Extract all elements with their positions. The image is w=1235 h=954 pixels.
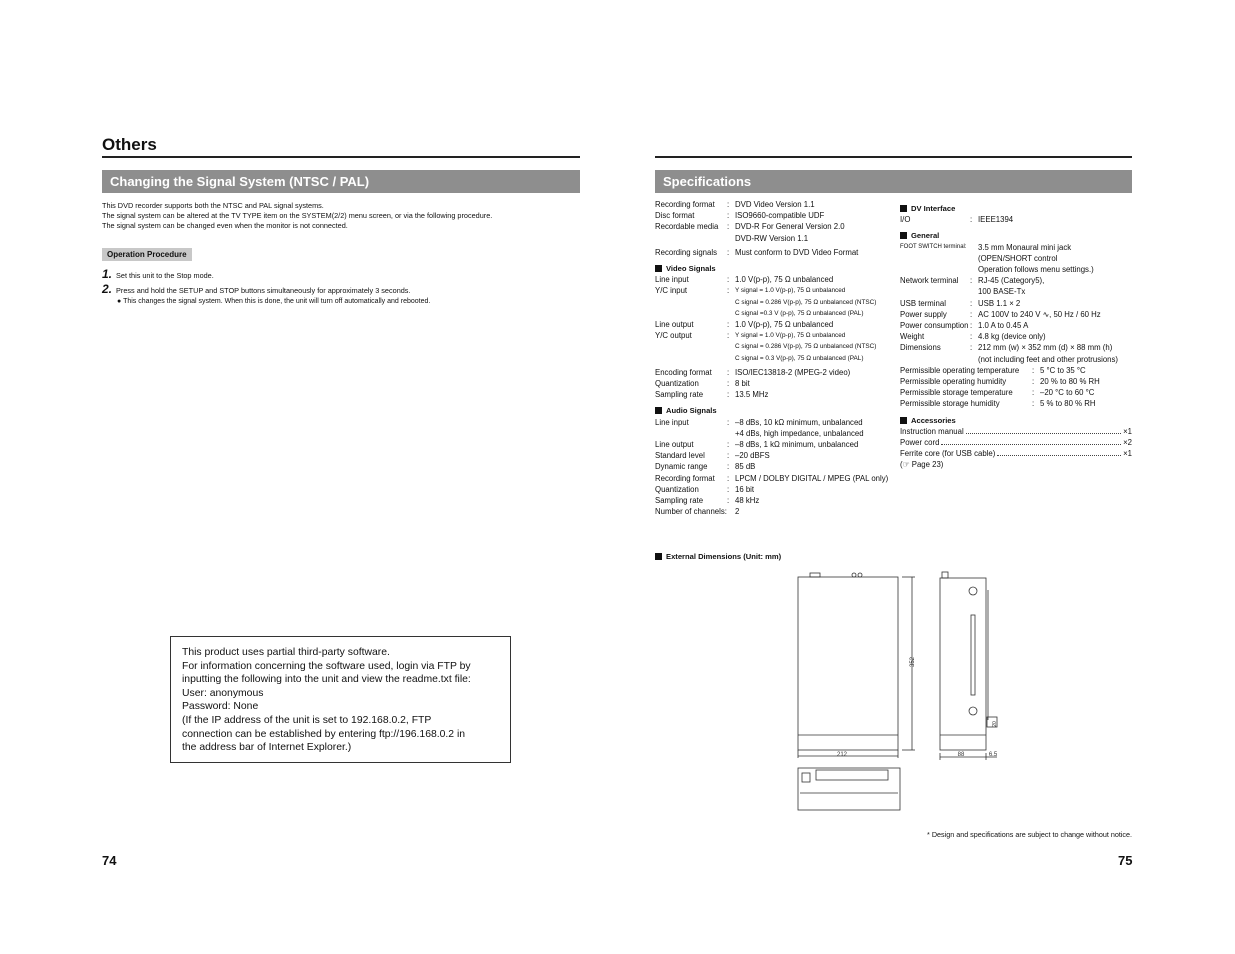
- spec-row: [655, 233, 890, 244]
- spec-group-heading: General: [900, 230, 1132, 241]
- spec-colon: :: [970, 298, 973, 308]
- spec-colon: :: [970, 276, 973, 286]
- spec-colon: [970, 264, 978, 275]
- spec-row: [900, 398, 1132, 409]
- spec-label: Quantization: [655, 484, 699, 494]
- spec-value: ISO9660-compatible UDF: [735, 211, 825, 221]
- bullet-icon: ●: [117, 298, 122, 305]
- spec-value: 2: [735, 507, 740, 517]
- intro-line: This DVD recorder supports both the NTSC and PAL signal systems.: [102, 201, 324, 210]
- third-party-notice: [170, 636, 511, 763]
- spec-row: [655, 221, 890, 232]
- step-text: Set this unit to the Stop mode.: [116, 271, 214, 280]
- section-header-specifications: Specifications: [655, 170, 1132, 193]
- leader-dots: [941, 437, 1121, 445]
- spec-colon: :: [727, 484, 730, 494]
- spec-group-heading: DV Interface: [900, 203, 1132, 214]
- spec-row: [900, 387, 1132, 398]
- spec-label: Dimensions: [900, 343, 941, 353]
- spec-label: Line output: [655, 440, 694, 450]
- intro-text: [102, 201, 572, 231]
- accessory-name: Ferrite core (for USB cable): [900, 449, 996, 459]
- spec-label: Sampling rate: [655, 496, 704, 506]
- spec-label: Line output: [655, 320, 694, 330]
- spec-row: [655, 417, 890, 428]
- footnote: * Design and specifications are subject to change without notice.: [927, 830, 1132, 839]
- step-2: [102, 282, 411, 296]
- accessory-row: [900, 437, 1132, 448]
- spec-value: AC 100V to 240 V ∿, 50 Hz / 60 Hz: [978, 309, 1101, 319]
- spec-row: [655, 367, 890, 378]
- spec-label: Encoding format: [655, 367, 712, 377]
- spec-row: [900, 242, 1132, 253]
- spec-colon: [727, 308, 735, 319]
- spec-value: Operation follows menu settings.): [978, 265, 1094, 275]
- step-number: 1.: [102, 267, 113, 281]
- spec-value: –20 °C to 60 °C: [1040, 388, 1095, 398]
- spec-label: [900, 253, 970, 264]
- spec-label: Power supply: [900, 309, 947, 319]
- front-view-outline: [798, 768, 900, 810]
- spec-value: –20 dBFS: [735, 451, 770, 461]
- notice-line: the address bar of Internet Explorer.): [182, 742, 352, 754]
- spec-colon: :: [970, 215, 973, 225]
- spec-row: [900, 286, 1132, 297]
- spec-row: [655, 450, 890, 461]
- spec-value: 13.5 MHz: [735, 390, 769, 400]
- spec-colon: :: [727, 473, 730, 483]
- step-text: Press and hold the SETUP and STOP buttons simultaneously for approximately 3 seconds.: [116, 286, 411, 295]
- spec-label: Line input: [655, 275, 689, 285]
- notice-line: User: anonymous: [182, 687, 264, 699]
- spec-value: Must conform to DVD Video Format: [735, 247, 859, 257]
- spec-row: [655, 506, 890, 517]
- spec-label: Permissible operating temperature: [900, 365, 1020, 375]
- spec-group-heading: Accessories: [900, 415, 1132, 426]
- spec-value: 8 bit: [735, 379, 750, 389]
- spec-value: ISO/IEC13818-2 (MPEG-2 video): [735, 367, 851, 377]
- accessory-row: [900, 448, 1132, 459]
- intro-line: The signal system can be altered at the TV TYPE item on the SYSTEM(2/2) menu screen, or via the following procedure.: [102, 211, 493, 220]
- spec-value: 5 °C to 35 °C: [1040, 365, 1086, 375]
- spec-colon: [727, 297, 735, 308]
- spec-colon: [970, 286, 978, 297]
- spec-row: [655, 297, 890, 308]
- spec-colon: :: [727, 417, 730, 427]
- spec-column-1: [655, 199, 890, 517]
- spec-row: [655, 274, 890, 285]
- spec-row: [900, 275, 1132, 286]
- spec-colon: :: [727, 462, 730, 472]
- spec-value: 100 BASE-Tx: [978, 287, 1026, 297]
- spec-colon: :: [970, 343, 973, 353]
- top-view-outline: [798, 577, 898, 750]
- title-rule: [102, 156, 580, 158]
- spec-row: [655, 199, 890, 210]
- spec-value: 16 bit: [735, 484, 755, 494]
- external-dimensions-drawing: [790, 570, 1010, 815]
- spec-row: [655, 308, 890, 319]
- spec-label: Permissible operating humidity: [900, 377, 1007, 387]
- spec-value: 85 dB: [735, 462, 756, 472]
- title-rule-right: [655, 156, 1132, 158]
- spec-row: [900, 376, 1132, 387]
- spec-colon: :: [727, 211, 730, 221]
- spec-label: FOOT SWITCH terminal:: [900, 243, 967, 250]
- spec-row: [900, 253, 1132, 264]
- spec-colon: [727, 353, 735, 364]
- spec-label: Standard level: [655, 451, 705, 461]
- spec-value: Y signal = 1.0 V(p-p), 75 Ω unbalanced: [735, 332, 846, 340]
- spec-label: [655, 233, 727, 244]
- spec-label: Recording signals: [655, 247, 717, 257]
- spec-label: [655, 341, 727, 352]
- accessory-page-ref: (☞ Page 23): [900, 460, 944, 470]
- dimensions-heading: External Dimensions (Unit: mm): [655, 551, 781, 562]
- spec-value: DVD-R For General Version 2.0: [735, 222, 845, 232]
- spec-colon: :: [1032, 388, 1035, 398]
- spec-value: –8 dBs, 1 kΩ minimum, unbalanced: [735, 440, 859, 450]
- spec-colon: [727, 233, 735, 244]
- spec-value: C signal = 0.286 V(p-p), 75 Ω unbalanced (NTSC): [735, 298, 877, 306]
- notice-line: Password: None: [182, 701, 259, 713]
- spec-value: RJ-45 (Category5),: [978, 276, 1045, 286]
- spec-colon: :: [727, 451, 730, 461]
- accessory-qty: ×2: [1123, 438, 1132, 448]
- spec-label: USB terminal: [900, 298, 946, 308]
- notice-line: connection can be established by entering ftp://196.168.0.2 in: [182, 728, 466, 740]
- step-1: [102, 267, 214, 281]
- spec-label: Permissible storage humidity: [900, 399, 1000, 409]
- spec-colon: :: [727, 222, 730, 232]
- dimension-side: 6.5: [988, 752, 998, 758]
- spec-row: [655, 341, 890, 352]
- intro-line: The signal system can be changed even when the monitor is not connected.: [102, 221, 348, 230]
- spec-value: 3.5 mm Monaural mini jack: [978, 242, 1072, 252]
- bullet-text: This changes the signal system. When this is done, the unit will turn off automatically and rebooted.: [123, 298, 431, 305]
- spec-value: 1.0 A to 0.45 A: [978, 321, 1029, 331]
- spec-value: IEEE1394: [978, 215, 1014, 225]
- spec-value: (OPEN/SHORT control: [978, 253, 1058, 263]
- spec-row: [655, 319, 890, 330]
- spec-colon: :: [1032, 365, 1035, 375]
- spec-row: [900, 214, 1132, 225]
- spec-row: [655, 461, 890, 472]
- dimension-small: 20: [992, 721, 998, 727]
- spec-label: Weight: [900, 332, 925, 342]
- spec-label: [900, 286, 970, 297]
- spec-row: [655, 285, 890, 296]
- spec-row: [900, 365, 1132, 376]
- spec-colon: :: [970, 332, 973, 342]
- spec-colon: :: [727, 247, 730, 257]
- spec-value: LPCM / DOLBY DIGITAL / MPEG (PAL only): [735, 473, 889, 483]
- spec-value: 4.8 kg (device only): [978, 332, 1046, 342]
- spec-colon: [727, 428, 735, 439]
- spec-value: 20 % to 80 % RH: [1040, 377, 1100, 387]
- notice-line: inputting the following into the unit and view the readme.txt file:: [182, 674, 471, 686]
- spec-colon: :: [727, 320, 730, 330]
- spec-colon: :: [727, 275, 730, 285]
- spec-label: [655, 353, 727, 364]
- spec-label: Recording format: [655, 473, 715, 483]
- dimension-depth: 352: [910, 656, 916, 668]
- spec-label: Line input: [655, 417, 689, 427]
- side-view-outline: [940, 578, 986, 750]
- spec-label: Quantization: [655, 379, 699, 389]
- spec-row: [655, 389, 890, 400]
- page-title: Others: [102, 135, 157, 154]
- accessory-qty: ×1: [1123, 449, 1132, 459]
- accessory-name: Instruction manual: [900, 426, 964, 436]
- spec-value: 1.0 V(p-p), 75 Ω unbalanced: [735, 275, 834, 285]
- spec-group-heading: Video Signals: [655, 263, 890, 274]
- spec-row: [900, 342, 1132, 353]
- spec-colon: [970, 242, 978, 253]
- spec-value: DVD Video Version 1.1: [735, 200, 815, 209]
- spec-label: Permissible storage temperature: [900, 388, 1013, 398]
- spec-row: [900, 320, 1132, 331]
- spec-group-heading: Audio Signals: [655, 405, 890, 416]
- section-header-signal-system: Changing the Signal System (NTSC / PAL): [102, 170, 580, 193]
- spec-value: C signal = 0.286 V(p-p), 75 Ω unbalanced (NTSC): [735, 343, 877, 351]
- spec-row: [655, 473, 890, 484]
- spec-row: [900, 331, 1132, 342]
- spec-colon: [727, 506, 735, 517]
- spec-label: [655, 308, 727, 319]
- accessory-row: [900, 426, 1132, 437]
- spec-column-2: [900, 198, 1132, 471]
- spec-row: [900, 309, 1132, 320]
- spec-value: 212 mm (w) × 352 mm (d) × 88 mm (h): [978, 343, 1113, 353]
- spec-label: Dynamic range: [655, 462, 708, 472]
- spec-colon: :: [1032, 399, 1035, 409]
- leader-dots: [997, 448, 1121, 456]
- spec-label: [900, 354, 970, 365]
- spec-label: Recording format: [655, 200, 715, 209]
- spec-row: [655, 247, 890, 258]
- spec-row: [655, 330, 890, 341]
- spec-colon: :: [727, 286, 730, 296]
- spec-colon: :: [970, 321, 973, 331]
- spec-value: 1.0 V(p-p), 75 Ω unbalanced: [735, 320, 834, 330]
- spec-label: Sampling rate: [655, 390, 704, 400]
- spec-value: 5 % to 80 % RH: [1040, 399, 1096, 409]
- spec-colon: :: [727, 200, 730, 209]
- spec-colon: :: [727, 496, 730, 506]
- spec-value: Y signal = 1.0 V(p-p), 75 Ω unbalanced: [735, 287, 846, 295]
- spec-value: –8 dBs, 10 kΩ minimum, unbalanced: [735, 417, 863, 427]
- spec-label: Network terminal: [900, 276, 959, 286]
- spec-row: [900, 354, 1132, 365]
- spec-row: [655, 495, 890, 506]
- page-number-right: 75: [1118, 853, 1133, 868]
- notice-line: (If the IP address of the unit is set to 192.168.0.2, FTP: [182, 714, 432, 726]
- step-number: 2.: [102, 282, 113, 296]
- spec-value: 48 kHz: [735, 496, 760, 506]
- spec-value: +4 dBs, high impedance, unbalanced: [735, 428, 864, 438]
- spec-label: I/O: [900, 215, 911, 225]
- spec-colon: :: [727, 390, 730, 400]
- spec-label: [655, 297, 727, 308]
- spec-row: [655, 353, 890, 364]
- spec-value: DVD-RW Version 1.1: [735, 233, 809, 243]
- notice-line: For information concerning the software used, login via FTP by: [182, 660, 471, 672]
- spec-label: Power consumption: [900, 321, 969, 331]
- spec-label: Y/C input: [655, 286, 688, 296]
- leader-dots: [966, 426, 1121, 434]
- spec-colon: :: [970, 309, 973, 319]
- spec-colon: [970, 354, 978, 365]
- spec-colon: :: [727, 331, 730, 341]
- spec-label: Y/C output: [655, 331, 692, 341]
- spec-value: USB 1.1 × 2: [978, 298, 1021, 308]
- notice-line: This product uses partial third-party software.: [182, 647, 390, 658]
- spec-value: C signal =0.3 V (p-p), 75 Ω unbalanced (PAL): [735, 309, 864, 317]
- spec-colon: :: [727, 367, 730, 377]
- operation-procedure-label: Operation Procedure: [102, 248, 192, 261]
- spec-row: [900, 264, 1132, 275]
- spec-row: [655, 210, 890, 221]
- accessory-name: Power cord: [900, 438, 940, 448]
- spec-colon: :: [727, 440, 730, 450]
- spec-label: [900, 264, 970, 275]
- spec-row: [655, 378, 890, 389]
- accessory-qty: ×1: [1123, 426, 1132, 436]
- spec-label: Disc format: [655, 211, 695, 221]
- spec-label: Recordable media: [655, 222, 719, 232]
- spec-label: [655, 428, 727, 439]
- spec-colon: :: [727, 379, 730, 389]
- spec-row: [655, 439, 890, 450]
- spec-value: (not including feet and other protrusions): [978, 354, 1118, 364]
- spec-colon: [970, 253, 978, 264]
- spec-row: [655, 428, 890, 439]
- spec-row: [900, 298, 1132, 309]
- spec-value: C signal = 0.3 V(p-p), 75 Ω unbalanced (PAL): [735, 354, 864, 362]
- dimension-width: 212: [836, 752, 848, 758]
- step-bullet: [117, 298, 430, 305]
- dimension-height: 88: [957, 752, 965, 758]
- spec-colon: [727, 341, 735, 352]
- spec-colon: :: [1032, 377, 1035, 387]
- spec-row: [655, 484, 890, 495]
- spec-label: Number of channels:: [655, 507, 727, 517]
- page-number-left: 74: [102, 853, 117, 868]
